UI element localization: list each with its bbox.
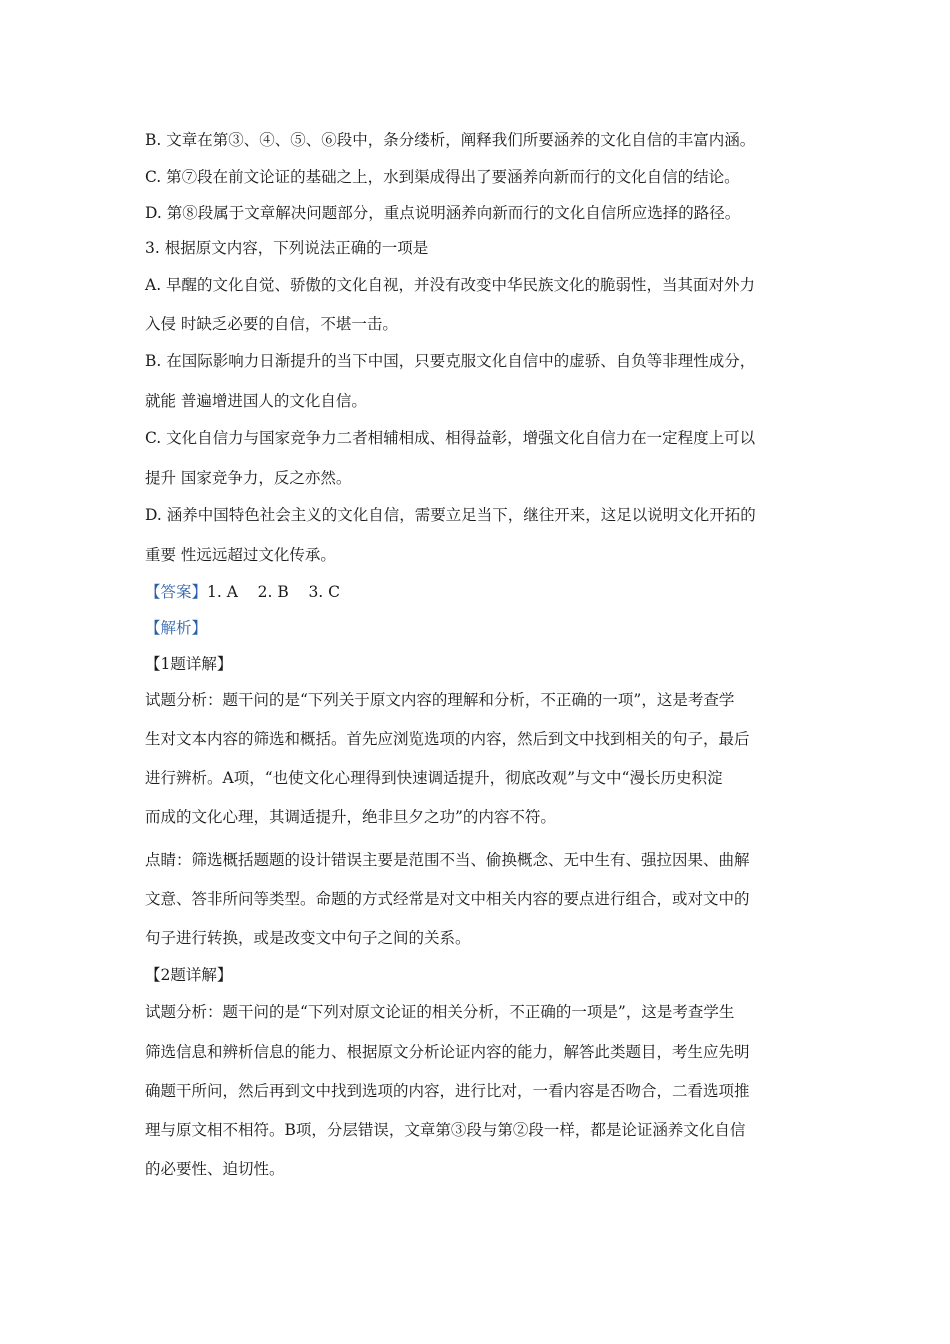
q1-heading: 【1题详解】 <box>145 655 233 673</box>
option-d-text: D. 第⑧段属于文章解决问题部分，重点说明涵养向新而行的文化自信所应选择的路径。 <box>145 204 741 222</box>
q2-analysis-line: 试题分析：题干问的是“下列对原文论证的相关分析，不正确的一项是”，这是考查学生 <box>145 1003 735 1021</box>
analysis-tag: 【解析】 <box>145 619 208 637</box>
question-3-stem: 3. 根据原文内容，下列说法正确的一项是 <box>145 239 429 257</box>
q3-option-b-line1: B. 在国际影响力日渐提升的当下中国，只要克服文化自信中的虚骄、自负等非理性成分， <box>145 352 756 370</box>
q1-analysis-line: 进行辨析。A项，“也使文化心理得到快速调适提升，彻底改观”与文中“漫长历史积淀 <box>145 769 723 787</box>
q2-heading: 【2题详解】 <box>145 966 233 984</box>
q1-tip-line: 文意、答非所问等类型。命题的方式经常是对文中相关内容的要点进行组合，或对文中的 <box>145 890 750 908</box>
q3-option-c-line2: 提升 国家竞争力，反之亦然。 <box>145 469 352 487</box>
q3-option-d-line2: 重要 性远远超过文化传承。 <box>145 546 336 564</box>
q3-option-c-line1: C. 文化自信力与国家竞争力二者相辅相成、相得益彰，增强文化自信力在一定程度上可以 <box>145 429 756 447</box>
option-c-text: C. 第⑦段在前文论证的基础之上，水到渠成得出了要涵养向新而行的文化自信的结论。 <box>145 168 740 186</box>
q2-analysis-line: 筛选信息和辨析信息的能力、根据原文分析论证内容的能力，解答此类题目，考生应先明 <box>145 1043 750 1061</box>
q2-analysis-line: 确题干所问，然后再到文中找到选项的内容，进行比对，一看内容是否吻合，二看选项推 <box>145 1082 750 1100</box>
answer-line <box>145 580 340 602</box>
q1-analysis-line: 生对文本内容的筛选和概括。首先应浏览选项的内容，然后到文中找到相关的句子，最后 <box>145 730 750 748</box>
q3-option-b-line2: 就能 普遍增进国人的文化自信。 <box>145 392 367 410</box>
q1-analysis-line: 试题分析：题干问的是“下列关于原文内容的理解和分析，不正确的一项”，这是考查学 <box>145 691 735 709</box>
answer-text: 1. A 2. B 3. C <box>207 583 341 601</box>
q2-analysis-line: 的必要性、迫切性。 <box>145 1160 285 1178</box>
answer-tag: 【答案】 <box>145 583 208 601</box>
q3-option-a-line1: A. 早醒的文化自觉、骄傲的文化自视，并没有改变中华民族文化的脆弱性，当其面对外力 <box>145 276 756 294</box>
option-b-text: B. 文章在第③、④、⑤、⑥段中，条分缕析，阐释我们所要涵养的文化自信的丰富内涵。 <box>145 131 756 149</box>
q3-option-a-line2: 入侵 时缺乏必要的自信，不堪一击。 <box>145 315 398 333</box>
q1-analysis-line: 而成的文化心理，其调适提升，绝非旦夕之功”的内容不符。 <box>145 808 556 826</box>
q3-option-d-line1: D. 涵养中国特色社会主义的文化自信，需要立足当下，继往开来，这足以说明文化开拓的 <box>145 506 756 524</box>
q2-analysis-line: 理与原文相不相符。B项，分层错误，文章第③段与第②段一样，都是论证涵养文化自信 <box>145 1121 746 1139</box>
q1-tip-line: 句子进行转换，或是改变文中句子之间的关系。 <box>145 929 471 947</box>
q1-tip-line: 点睛：筛选概括题题的设计错误主要是范围不当、偷换概念、无中生有、强拉因果、曲解 <box>145 851 750 869</box>
